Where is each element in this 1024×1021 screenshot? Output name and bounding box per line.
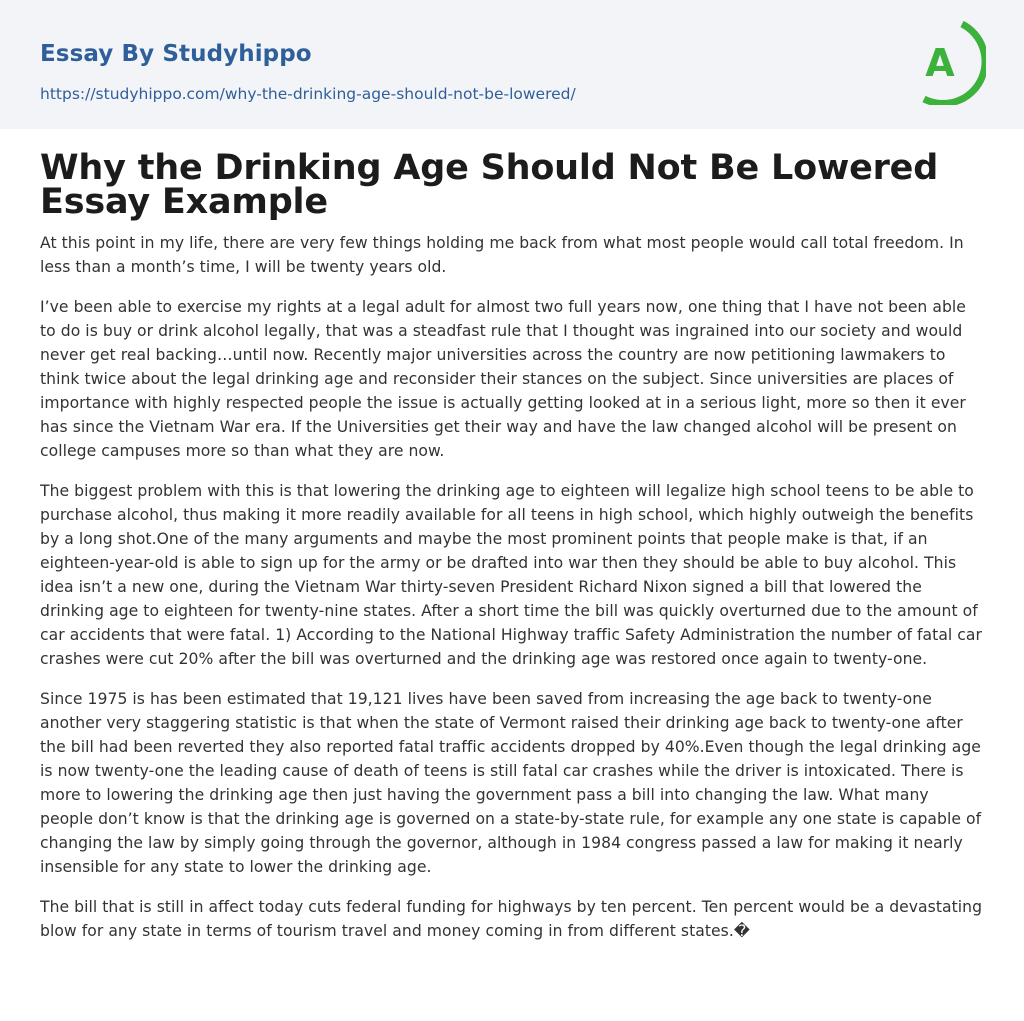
paragraph: The biggest problem with this is that lowering the drinking age to eighteen will legalize high school teens to be able to purchase alcohol, thus making it more readily available for all teens in high school, which highly outweigh the benefits by a long shot.One of the many arguments and maybe the most prominent points that people make is that, if an eighteen-year-old is able to sign up for the army or be drafted into war then they should be able to buy alcohol. This idea isn’t a new one, during the Vietnam War thirty-seven President Richard Nixon signed a bill that lowered the drinking age to eighteen for twenty-nine states. After a short time the bill was quickly overturned due to the amount of car accidents that were fatal. 1) According to the National Highway traffic Safety Administration the number of fatal car crashes were cut 20% after the bill was overturned and the drinking age was restored once again to twenty-one. — [40, 482, 983, 668]
source-url-link[interactable]: https://studyhippo.com/why-the-drinking-age-should-not-be-lowered/ — [40, 85, 576, 103]
paragraph: At this point in my life, there are very few things holding me back from what most people would call total freedom. In less than a month’s time, I will be twenty years old. — [40, 234, 964, 276]
paragraph: Since 1975 is has been estimated that 19,121 lives have been saved from increasing the age back to twenty-one another very staggering statistic is that when the state of Vermont raised their drinking age back to twenty-one after the bill had been reverted they also reported fatal traffic accidents dropped by 40%.Even though the legal drinking age is now twenty-one the leading cause of death of teens is still fatal car crashes while the driver is intoxicated. There is more to lowering the drinking age then just having the government pass a bill into changing the law. What many people don’t know is that the drinking age is governed on a state-by-state rule, for example any one state is capable of changing the law by simply going through the governor, although in 1984 congress passed a law for making it nearly insensible for any state to lower the drinking age. — [40, 690, 982, 876]
studyhippo-logo-icon[interactable] — [912, 19, 986, 105]
article — [0, 129, 1024, 943]
paragraph: The bill that is still in affect today cuts federal funding for highways by ten percent. Ten percent would be a devastating blow for any state in terms of tourism travel and money coming in from different states.� — [40, 898, 983, 940]
brand-title[interactable]: Essay By Studyhippo — [40, 41, 312, 67]
logo-letter: A — [925, 41, 955, 85]
essay-title: Why the Drinking Age Should Not Be Lowered Essay Example — [40, 148, 939, 222]
site-header — [0, 0, 1024, 129]
paragraph: I’ve been able to exercise my rights at a legal adult for almost two full years now, one thing that I have not been able to do is buy or drink alcohol legally, that was a steadfast rule that I thought was ingrained into our society and would never get real backing…until now. Recently major universities across the country are now petitioning lawmakers to think twice about the legal drinking age and reconsider their stances on the subject. Since universities are places of importance with highly respected people the issue is actually getting looked at in a serious light, more so then it ever has since the Vietnam War era. If the Universities get their way and have the law changed alcohol will be present on college campuses more so than what they are now. — [40, 298, 966, 460]
